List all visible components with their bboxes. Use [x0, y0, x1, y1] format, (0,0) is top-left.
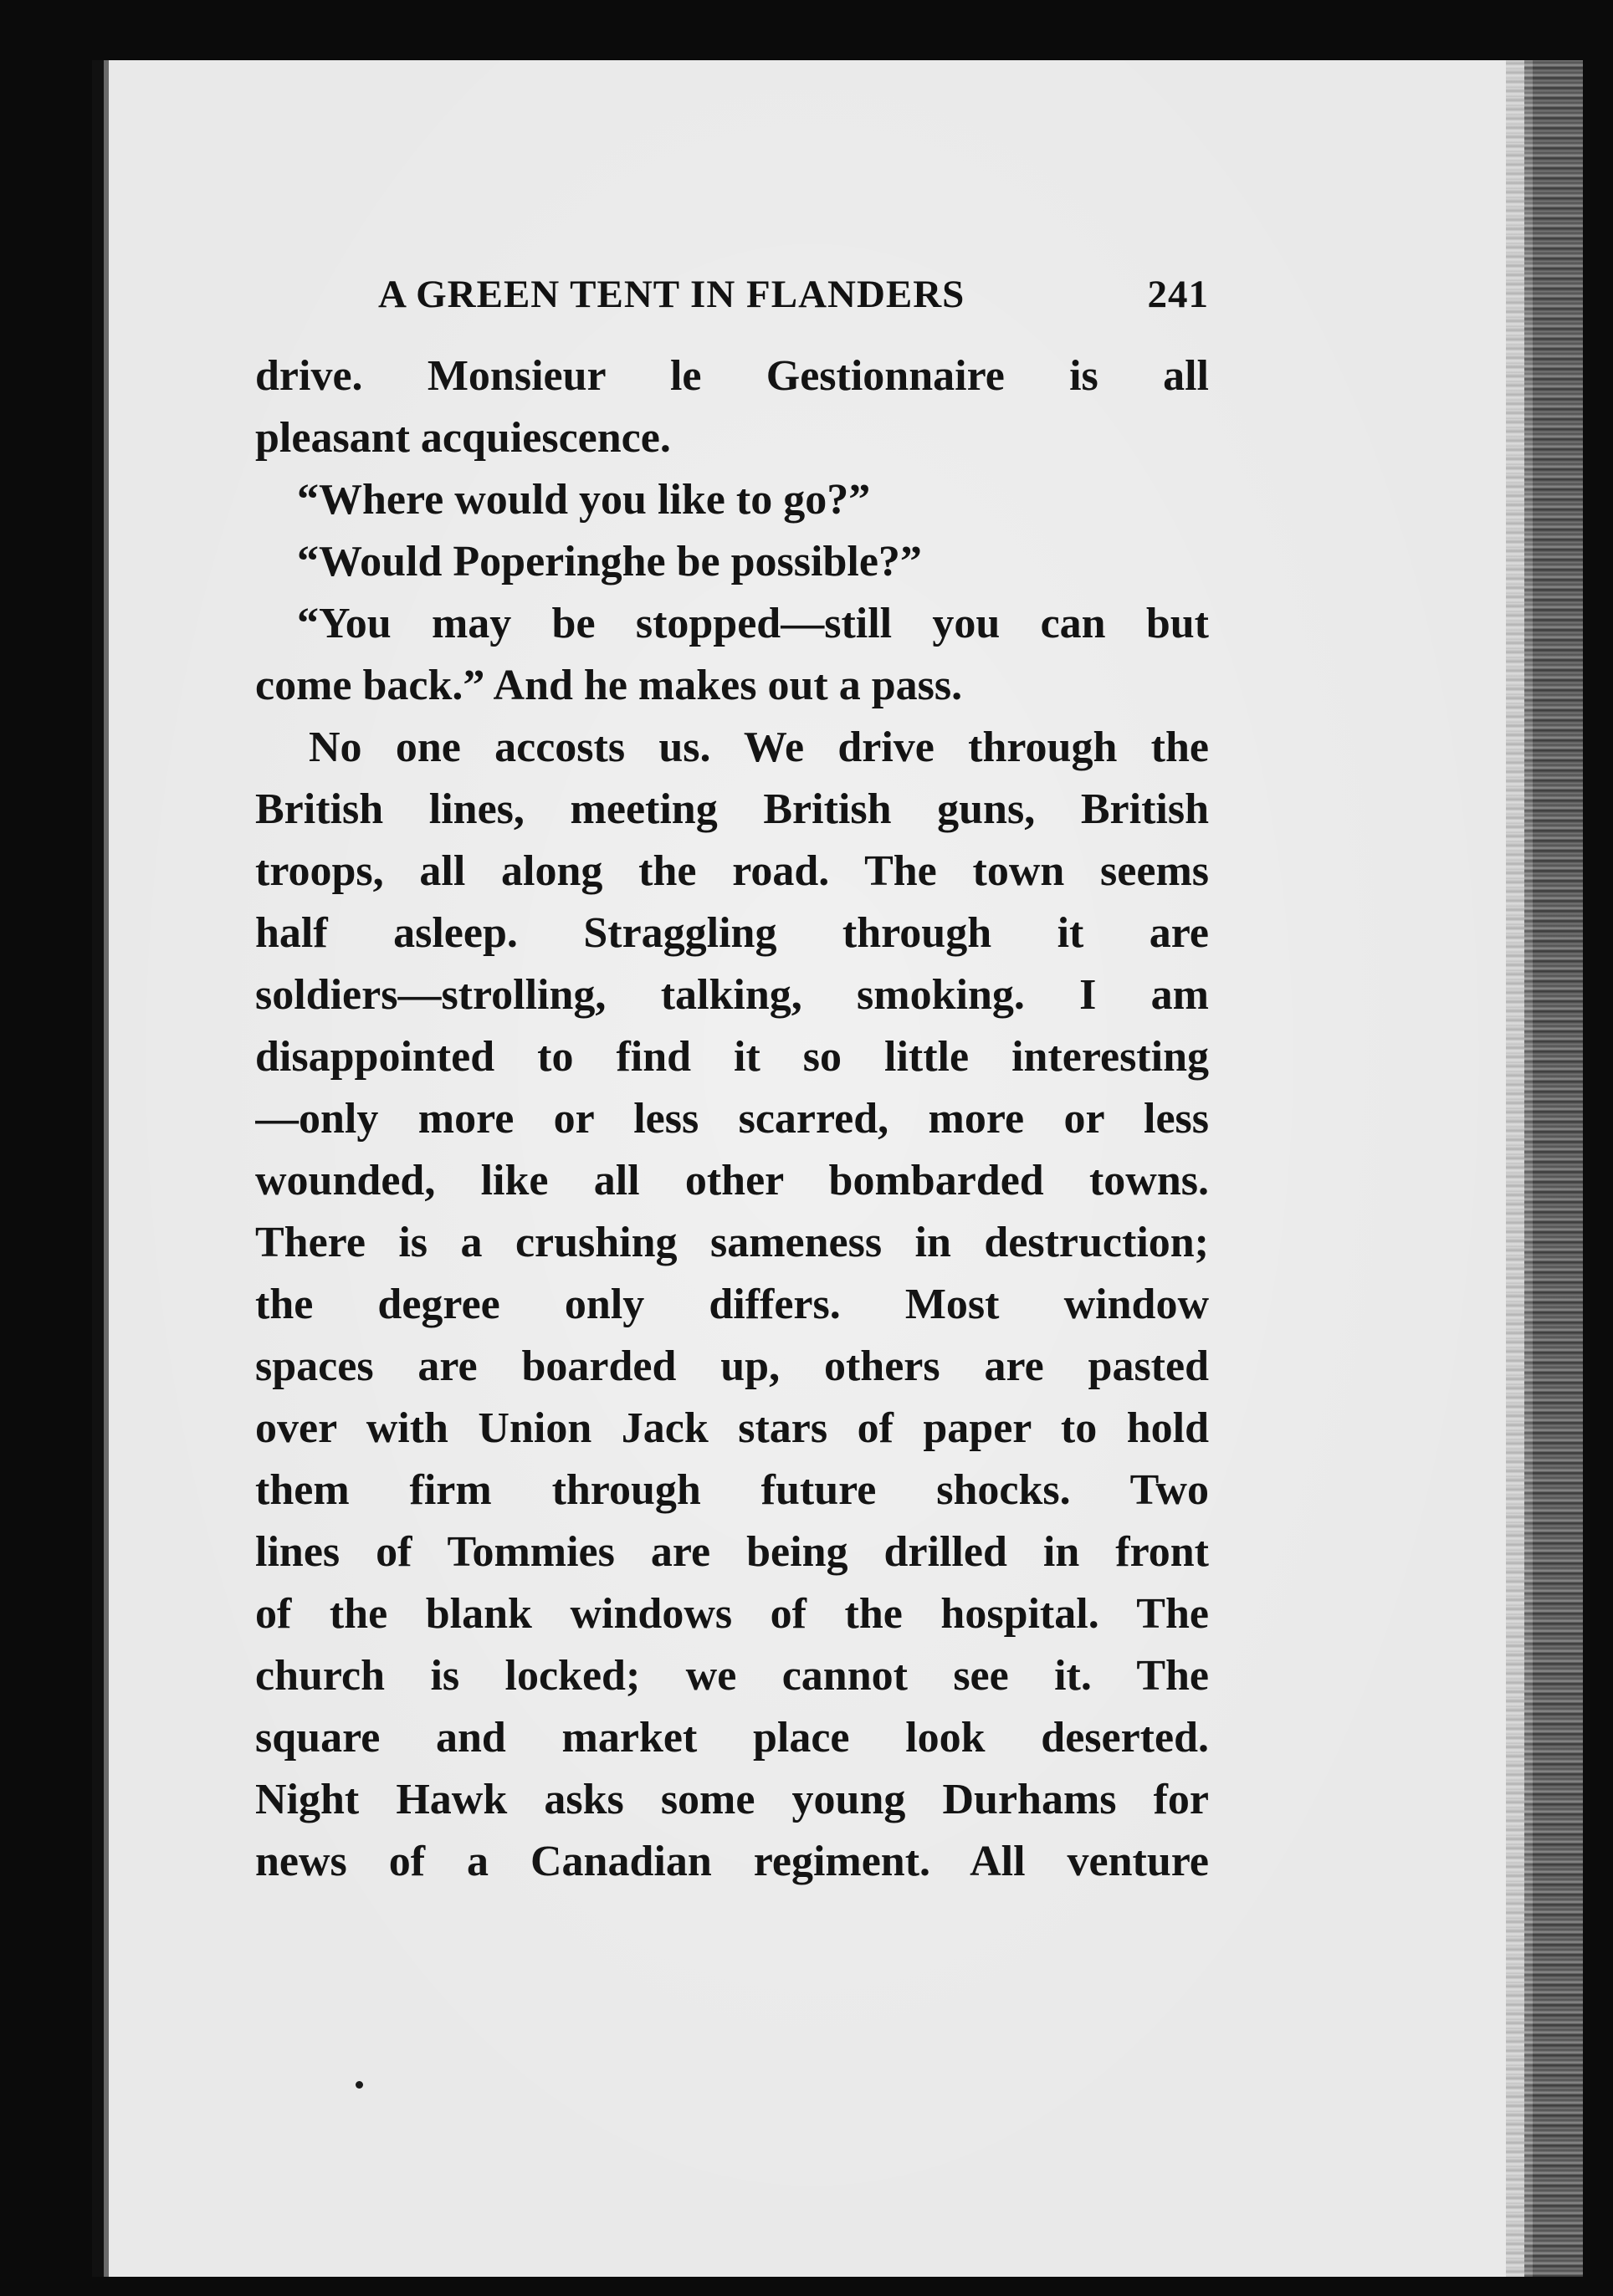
- text-line: news of a Canadian regiment. All venture: [255, 1838, 1209, 1885]
- text-line: disappointed to find it so little interesting: [255, 1033, 1209, 1081]
- text-line: come back.” And he makes out a pass.: [255, 662, 963, 709]
- text-line: church is locked; we cannot see it. The: [255, 1652, 1209, 1700]
- page-fore-edge: [1506, 60, 1524, 2277]
- text-line: No one accosts us. We drive through the: [309, 724, 1209, 771]
- page-gutter: [104, 60, 109, 2277]
- text-line: over with Union Jack stars of paper to hold: [255, 1404, 1209, 1452]
- text-line: “Where would you like to go?”: [297, 476, 871, 524]
- page-number: 241: [1147, 273, 1209, 316]
- text-line: There is a crushing sameness in destruction;: [255, 1219, 1209, 1266]
- running-head: [284, 272, 1209, 332]
- page-left-edge: [92, 60, 104, 2277]
- text-line: British lines, meeting British guns, British: [255, 785, 1209, 833]
- text-line: them firm through future shocks. Two: [255, 1466, 1209, 1514]
- text-line: Night Hawk asks some young Durhams for: [255, 1776, 1209, 1823]
- text-line: spaces are boarded up, others are pasted: [255, 1342, 1209, 1390]
- text-line: soldiers—strolling, talking, smoking. I am: [255, 971, 1209, 1019]
- text-line: lines of Tommies are being drilled in front: [255, 1528, 1209, 1576]
- page-right-edge: [1524, 60, 1583, 2277]
- text-line: drive. Monsieur le Gestionnaire is all: [255, 352, 1209, 400]
- text-line: “Would Poperinghe be possible?”: [297, 538, 922, 586]
- text-line: troops, all along the road. The town seems: [255, 847, 1209, 895]
- text-line: of the blank windows of the hospital. The: [255, 1590, 1209, 1638]
- text-line: “You may be stopped—still you can but: [297, 600, 1209, 647]
- text-line: —only more or less scarred, more or less: [255, 1095, 1209, 1143]
- text-line: the degree only differs. Most window: [255, 1281, 1209, 1328]
- body-text: [255, 345, 1209, 1893]
- text-line: wounded, like all other bombarded towns.: [255, 1157, 1209, 1204]
- text-line: square and market place look deserted.: [255, 1714, 1209, 1762]
- running-head-title: A GREEN TENT IN FLANDERS: [378, 273, 965, 316]
- text-line: pleasant acquiescence.: [255, 414, 671, 462]
- text-line: half asleep. Straggling through it are: [255, 909, 1209, 957]
- ink-speck: [356, 2081, 363, 2089]
